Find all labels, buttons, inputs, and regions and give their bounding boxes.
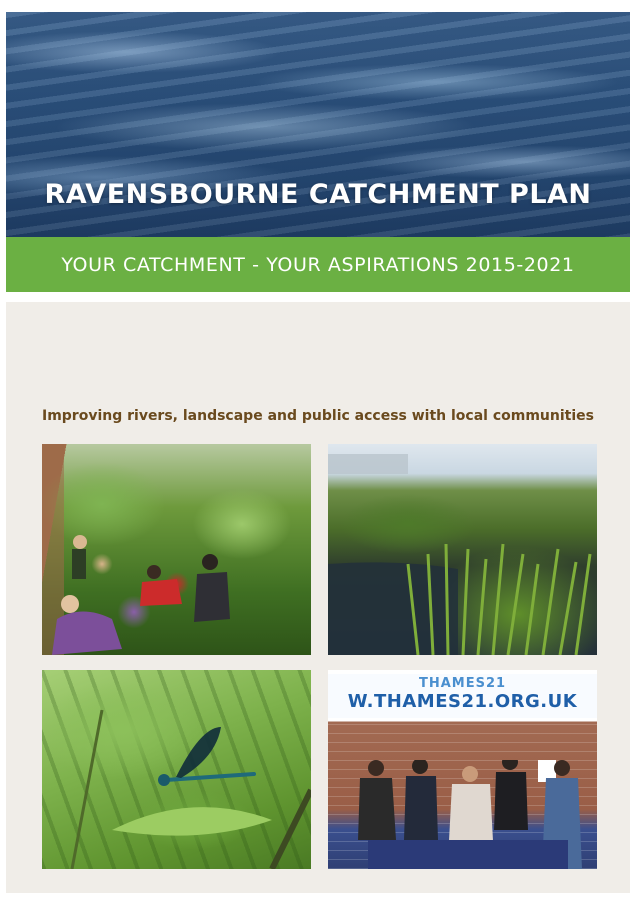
tagline-band — [6, 237, 630, 292]
cover-page — [6, 12, 630, 893]
thames21-banner — [328, 674, 597, 718]
stall-people — [328, 760, 597, 869]
tagline-text: YOUR CATCHMENT - YOUR ASPIRATIONS 2015-2021 — [61, 253, 575, 276]
volunteers-photo — [42, 444, 311, 655]
subtitle: Improving rivers, landscape and public access with local communities — [41, 408, 594, 424]
community-stall-photo — [328, 670, 597, 869]
banner-url-text: W.THAMES21.ORG.UK — [347, 691, 578, 712]
dragonfly-icon — [146, 722, 256, 792]
reeds-drawing — [328, 444, 597, 655]
banner-logo-text: THAMES21 — [418, 676, 507, 691]
dragonfly-photo — [42, 670, 311, 869]
volunteers-figures — [42, 444, 311, 655]
water-header-image — [6, 12, 630, 237]
river-photo — [328, 444, 597, 655]
content-panel — [6, 302, 630, 893]
page-title: RAVENSBOURNE CATCHMENT PLAN — [44, 179, 592, 210]
